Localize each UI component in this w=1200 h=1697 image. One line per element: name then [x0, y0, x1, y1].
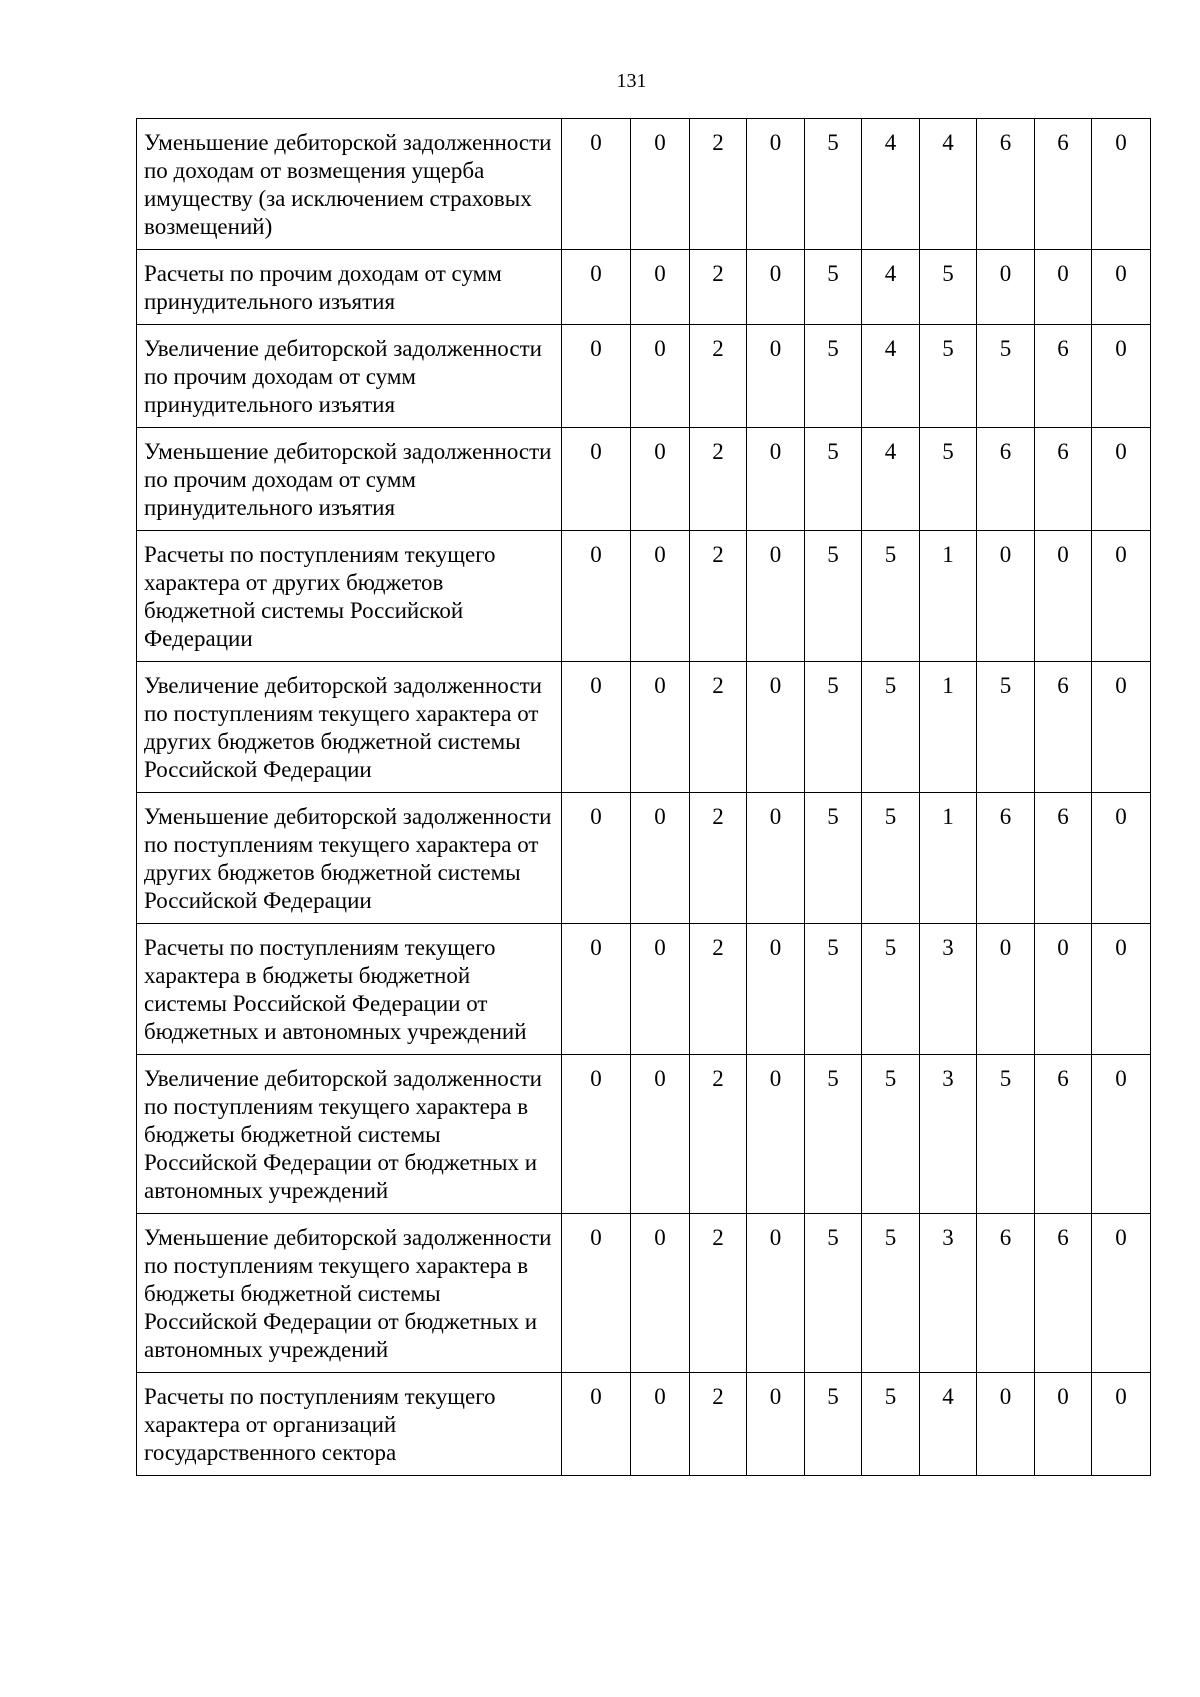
code-digit-cell: 5	[862, 1373, 920, 1476]
code-digit-cell: 5	[805, 1055, 862, 1214]
page-number: 131	[616, 70, 647, 92]
code-digit-cell: 0	[562, 793, 631, 924]
table-body	[137, 119, 1151, 1476]
code-digit-cell: 0	[1092, 1055, 1151, 1214]
code-digit-cell: 0	[747, 662, 805, 793]
code-digit-cell: 0	[631, 325, 690, 428]
code-digit-cell: 0	[631, 1055, 690, 1214]
code-digit-cell: 0	[747, 1214, 805, 1373]
code-digit-cell: 4	[862, 119, 920, 250]
code-digit-cell: 5	[920, 325, 977, 428]
code-digit-cell: 2	[690, 428, 747, 531]
code-digit-cell: 5	[862, 662, 920, 793]
code-digit-cell: 6	[977, 793, 1035, 924]
code-digit-cell: 2	[690, 1373, 747, 1476]
code-digit-cell: 5	[805, 793, 862, 924]
code-digit-cell: 6	[1035, 1055, 1092, 1214]
code-digit-cell: 0	[562, 1373, 631, 1476]
code-digit-cell: 0	[1092, 924, 1151, 1055]
code-digit-cell: 0	[1092, 119, 1151, 250]
code-digit-cell: 5	[805, 1214, 862, 1373]
table-row	[137, 250, 1151, 325]
code-digit-cell: 0	[631, 1214, 690, 1373]
code-digit-cell: 0	[562, 250, 631, 325]
code-digit-cell: 2	[690, 119, 747, 250]
code-digit-cell: 5	[977, 325, 1035, 428]
row-description: Уменьшение дебиторской задолженности по доходам от возмещения ущерба имуществу (за исключением страховых возмещений)	[137, 119, 562, 250]
row-description: Увеличение дебиторской задолженности по поступлениям текущего характера в бюджеты бюджетной системы Российской Федерации от бюджетных и автономных учреждений	[137, 1055, 562, 1214]
code-digit-cell: 5	[920, 428, 977, 531]
code-digit-cell: 5	[805, 1373, 862, 1476]
code-digit-cell: 0	[977, 531, 1035, 662]
row-description: Увеличение дебиторской задолженности по поступлениям текущего характера от других бюджетов бюджетной системы Российской Федерации	[137, 662, 562, 793]
code-digit-cell: 1	[920, 662, 977, 793]
table-row	[137, 793, 1151, 924]
code-digit-cell: 1	[920, 531, 977, 662]
code-digit-cell: 5	[977, 662, 1035, 793]
code-digit-cell: 0	[631, 662, 690, 793]
code-digit-cell: 0	[631, 250, 690, 325]
table-row	[137, 924, 1151, 1055]
code-digit-cell: 0	[631, 119, 690, 250]
code-digit-cell: 0	[1092, 793, 1151, 924]
table-row	[137, 325, 1151, 428]
code-digit-cell: 0	[1092, 531, 1151, 662]
code-digit-cell: 1	[920, 793, 977, 924]
code-digit-cell: 5	[862, 924, 920, 1055]
code-digit-cell: 2	[690, 924, 747, 1055]
code-digit-cell: 2	[690, 325, 747, 428]
code-digit-cell: 6	[1035, 1214, 1092, 1373]
code-digit-cell: 0	[631, 924, 690, 1055]
code-digit-cell: 0	[747, 531, 805, 662]
code-digit-cell: 5	[805, 250, 862, 325]
code-digit-cell: 0	[562, 119, 631, 250]
code-digit-cell: 0	[747, 1055, 805, 1214]
code-digit-cell: 0	[747, 325, 805, 428]
code-digit-cell: 0	[631, 793, 690, 924]
code-digit-cell: 5	[805, 325, 862, 428]
table-row	[137, 1373, 1151, 1476]
code-digit-cell: 0	[562, 924, 631, 1055]
code-digit-cell: 6	[977, 1214, 1035, 1373]
code-digit-cell: 0	[747, 924, 805, 1055]
code-digit-cell: 6	[1035, 793, 1092, 924]
code-digit-cell: 0	[977, 1373, 1035, 1476]
code-digit-cell: 0	[631, 428, 690, 531]
code-digit-cell: 5	[805, 662, 862, 793]
code-digit-cell: 0	[562, 428, 631, 531]
table-row	[137, 119, 1151, 250]
code-digit-cell: 0	[747, 793, 805, 924]
code-digit-cell: 6	[1035, 325, 1092, 428]
code-digit-cell: 2	[690, 531, 747, 662]
code-digit-cell: 0	[562, 662, 631, 793]
table-row	[137, 428, 1151, 531]
code-digit-cell: 0	[1092, 1373, 1151, 1476]
code-digit-cell: 4	[862, 428, 920, 531]
code-digit-cell: 0	[1092, 428, 1151, 531]
code-digit-cell: 0	[1092, 325, 1151, 428]
code-digit-cell: 5	[805, 924, 862, 1055]
table-row	[137, 1214, 1151, 1373]
code-digit-cell: 0	[1035, 250, 1092, 325]
row-description: Расчеты по прочим доходам от сумм принудительного изъятия	[137, 250, 562, 325]
code-digit-cell: 5	[862, 531, 920, 662]
code-digit-cell: 0	[977, 250, 1035, 325]
code-digit-cell: 0	[631, 1373, 690, 1476]
code-digit-cell: 0	[1092, 250, 1151, 325]
code-digit-cell: 6	[977, 428, 1035, 531]
code-digit-cell: 6	[1035, 119, 1092, 250]
code-digit-cell: 0	[977, 924, 1035, 1055]
row-description: Расчеты по поступлениям текущего характера в бюджеты бюджетной системы Российской Федерации от бюджетных и автономных учреждений	[137, 924, 562, 1055]
code-digit-cell: 0	[747, 1373, 805, 1476]
table-row	[137, 662, 1151, 793]
code-digit-cell: 4	[920, 1373, 977, 1476]
code-digit-cell: 0	[1035, 531, 1092, 662]
code-digit-cell: 0	[631, 531, 690, 662]
code-digit-cell: 0	[747, 250, 805, 325]
row-description: Расчеты по поступлениям текущего характера от организаций государственного сектора	[137, 1373, 562, 1476]
code-digit-cell: 5	[805, 119, 862, 250]
code-digit-cell: 4	[862, 250, 920, 325]
row-description: Уменьшение дебиторской задолженности по прочим доходам от сумм принудительного изъятия	[137, 428, 562, 531]
code-digit-cell: 0	[562, 325, 631, 428]
code-digit-cell: 0	[1035, 924, 1092, 1055]
row-description: Увеличение дебиторской задолженности по прочим доходам от сумм принудительного изъятия	[137, 325, 562, 428]
code-digit-cell: 5	[862, 1214, 920, 1373]
code-digit-cell: 5	[862, 793, 920, 924]
code-digit-cell: 2	[690, 1055, 747, 1214]
code-digit-cell: 4	[862, 325, 920, 428]
code-digit-cell: 6	[1035, 662, 1092, 793]
code-digit-cell: 0	[747, 428, 805, 531]
code-digit-cell: 2	[690, 250, 747, 325]
code-digit-cell: 0	[1092, 1214, 1151, 1373]
row-description: Уменьшение дебиторской задолженности по поступлениям текущего характера в бюджеты бюджетной системы Российской Федерации от бюджетных и автономных учреждений	[137, 1214, 562, 1373]
code-digit-cell: 2	[690, 793, 747, 924]
code-digit-cell: 4	[920, 119, 977, 250]
row-description: Расчеты по поступлениям текущего характера от других бюджетов бюджетной системы Российской Федерации	[137, 531, 562, 662]
code-digit-cell: 2	[690, 1214, 747, 1373]
code-digit-cell: 5	[920, 250, 977, 325]
code-digit-cell: 6	[977, 119, 1035, 250]
code-digit-cell: 5	[805, 531, 862, 662]
code-digit-cell: 3	[920, 1055, 977, 1214]
code-digit-cell: 5	[862, 1055, 920, 1214]
code-digit-cell: 6	[1035, 428, 1092, 531]
code-digit-cell: 3	[920, 924, 977, 1055]
code-digit-cell: 0	[747, 119, 805, 250]
code-digit-cell: 5	[977, 1055, 1035, 1214]
code-digit-cell: 0	[1092, 662, 1151, 793]
code-digit-cell: 0	[562, 1055, 631, 1214]
account-codes-table	[136, 118, 1151, 1476]
code-digit-cell: 2	[690, 662, 747, 793]
code-digit-cell: 3	[920, 1214, 977, 1373]
row-description: Уменьшение дебиторской задолженности по поступлениям текущего характера от других бюджетов бюджетной системы Российской Федерации	[137, 793, 562, 924]
code-digit-cell: 0	[562, 531, 631, 662]
code-digit-cell: 0	[1035, 1373, 1092, 1476]
code-digit-cell: 0	[562, 1214, 631, 1373]
table-row	[137, 1055, 1151, 1214]
code-digit-cell: 5	[805, 428, 862, 531]
table-row	[137, 531, 1151, 662]
